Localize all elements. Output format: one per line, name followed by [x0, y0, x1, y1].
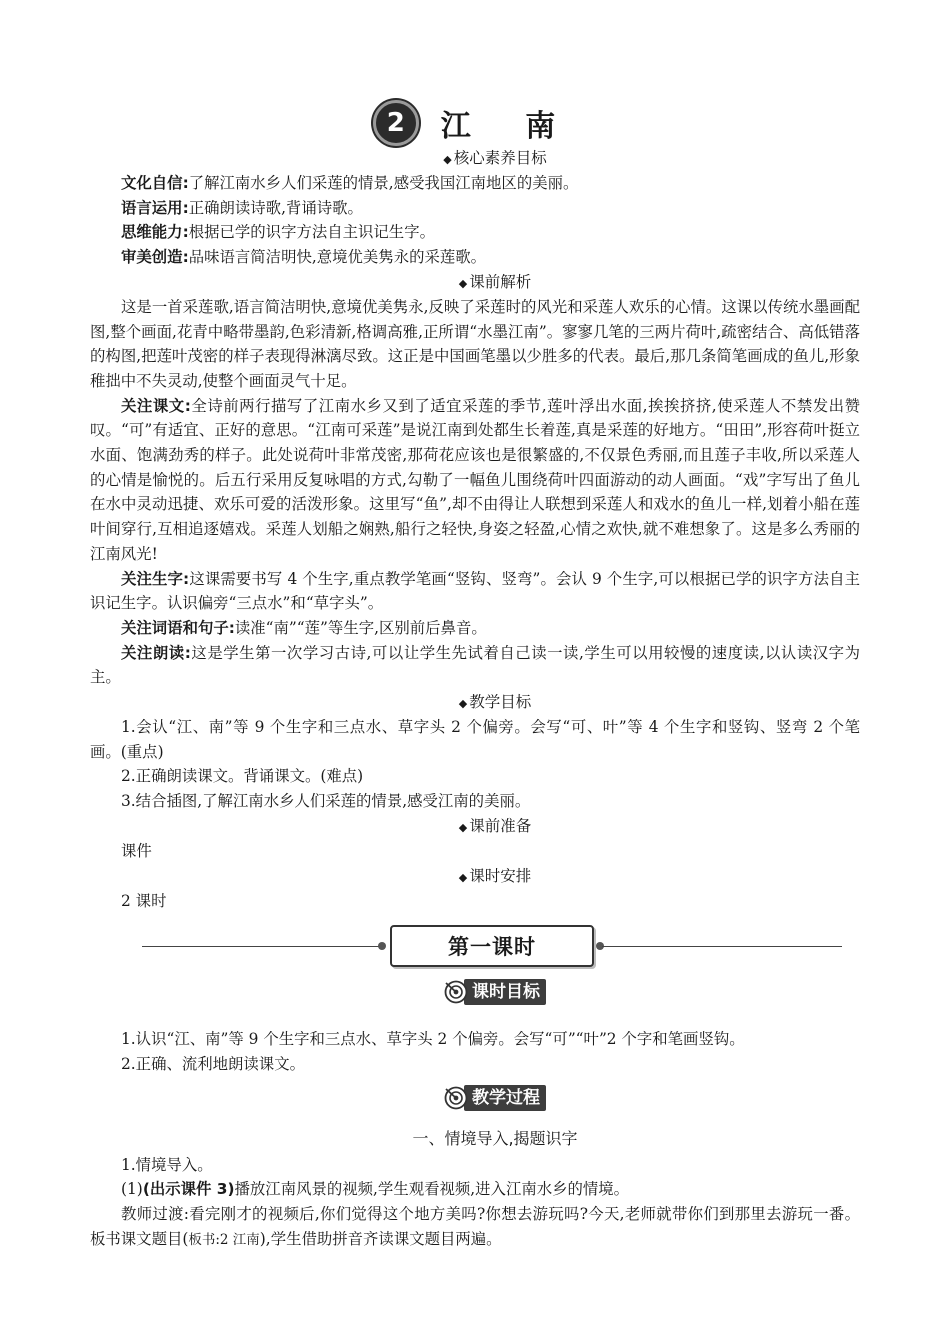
- lesson-goal-tag: [130, 977, 860, 1007]
- prep-text: 课件: [121, 841, 152, 860]
- analysis-item: 关注生字:这课需要书写 4 个生字,重点教学笔画“竖钩、竖弯”。会认 9 个生字,可以根据已学的识字方法自主识记生字。认识偏旁“三点水”和“草字头”。: [90, 569, 860, 613]
- section-heading-goals: ◆ 核心素养目标: [443, 149, 547, 167]
- divider-line-right: [602, 946, 842, 947]
- step1-heading: 一、情境导入,揭题识字: [412, 1128, 578, 1148]
- analysis-intro: 这是一首采莲歌,语言简洁明快,意境优美隽永,反映了采莲时的风光和采莲人欢乐的心情。这课以传统水墨画配图,整个画面,花青中略带墨韵,色彩清新,格调高雅,正所谓“水墨江南”。寥寥几笔的三两片荷叶,疏密结合、高低错落的构图,把莲叶茂密的样子表现得淋漓尽致。这正是中国画笔墨以少胜多的代表。最后,那几条简笔画成的鱼儿,形象稚拙中不失灵动,使整个画面灵气十足。: [90, 297, 860, 390]
- section-heading-analysis: ◆ 课前解析: [458, 272, 532, 291]
- divider-line-left: [142, 946, 382, 947]
- teacher-transition: 教师过渡:看完刚才的视频后,你们觉得这个地方美吗?你想去游玩吗?今天,老师就带你们到那里去游玩一番。板书课文题目(板书:2 江南),学生借助拼音齐读课文题目两遍。: [90, 1205, 860, 1248]
- teaching-process-tag: [130, 1083, 860, 1113]
- diamond-icon: ◆: [458, 697, 468, 711]
- lesson-title: [90, 100, 860, 146]
- section-heading-teaching-goals: ◆ 教学目标: [458, 693, 532, 712]
- lesson-title-text: 江 南: [440, 109, 578, 144]
- analysis-item: 关注朗读:这是学生第一次学习古诗,可以让学生先试着自己读一读,学生可以用较慢的速度读,以认读汉字为主。: [90, 643, 860, 687]
- divider-dot-left: [378, 942, 386, 950]
- first-lesson-banner: [90, 921, 860, 973]
- target-icon: [444, 980, 468, 1004]
- analysis-item: 关注课文:全诗前两行描写了江南水乡又到了适宜采莲的季节,莲叶浮出水面,挨挨挤挤,使采莲人不禁发出赞叹。“可”有适宜、正好的意思。“江南可采莲”是说江南到处都生长着莲,真是采莲的好地方。“田田”,形容荷叶挺立水面、饱满劲秀的样子。此处说荷叶非常茂密,那荷花应该也是很繁盛的,不仅景色秀丽,而且莲子丰收,所以采莲人的心情是愉悦的。后五行采用反复咏唱的方式,勾勒了一幅鱼儿围绕荷叶四面游动的动人画面。“戏”字写出了鱼儿在水中灵动迅捷、欢乐可爱的活泼形象。这里写“鱼”,却不由得让人联想到采莲人和戏水的鱼儿一样,划着小船在莲叶间穿行,互相追逐嬉戏。采莲人划船之娴熟,船行之轻快,身姿之轻盈,心情之欢快,就不难想象了。这是多么秀丽的江南风光!: [90, 396, 860, 563]
- step1-sub: 1.情境导入。: [121, 1155, 213, 1174]
- section-heading-schedule: ◆ 课时安排: [458, 866, 532, 885]
- diamond-icon: ◆: [458, 276, 468, 290]
- lesson-goal-line: 2.正确、流利地朗读课文。: [121, 1054, 305, 1073]
- lesson-goal-line: 1.认识“江、南”等 9 个生字和三点水、草字头 2 个偏旁。会写“可”“叶”2 个字和笔画竖钩。: [121, 1030, 745, 1049]
- goal-line: 文化自信:了解江南水乡人们采莲的情景,感受我国江南地区的美丽。: [121, 174, 579, 192]
- goal-line: 思维能力:根据已学的识字方法自主识记生字。: [121, 223, 435, 242]
- teaching-goal: 2.正确朗读课文。背诵课文。(难点): [121, 767, 364, 786]
- lesson-goal-tag-label: 课时目标: [464, 979, 546, 1005]
- teaching-process-tag-label: 教学过程: [464, 1085, 546, 1111]
- analysis-item: 关注词语和句子:读准“南”“莲”等生字,区别前后鼻音。: [121, 618, 487, 637]
- goal-line: 语言运用:正确朗读诗歌,背诵诗歌。: [121, 198, 363, 217]
- teaching-goal: 1.会认“江、南”等 9 个生字和三点水、草字头 2 个偏旁。会写“可、叶”等 4 个生字和竖钩、竖弯 2 个笔画。(重点): [90, 718, 860, 761]
- diamond-icon: ◆: [458, 870, 468, 884]
- step1-item: (1)(出示课件 3)播放江南风景的视频,学生观看视频,进入江南水乡的情境。: [121, 1180, 630, 1199]
- goal-line: 审美创造:品味语言简洁明快,意境优美隽永的采莲歌。: [121, 248, 487, 267]
- section-heading-prep: ◆ 课前准备: [458, 816, 532, 835]
- lesson-number-badge: 2: [373, 100, 419, 146]
- teaching-goal: 3.结合插图,了解江南水乡人们采莲的情景,感受江南的美丽。: [121, 792, 531, 811]
- first-lesson-title: 第一课时: [390, 925, 594, 967]
- target-icon: [444, 1086, 468, 1110]
- lesson-page: [90, 100, 860, 1253]
- schedule-text: 2 课时: [121, 891, 167, 910]
- diamond-icon: ◆: [443, 153, 452, 166]
- diamond-icon: ◆: [458, 820, 468, 834]
